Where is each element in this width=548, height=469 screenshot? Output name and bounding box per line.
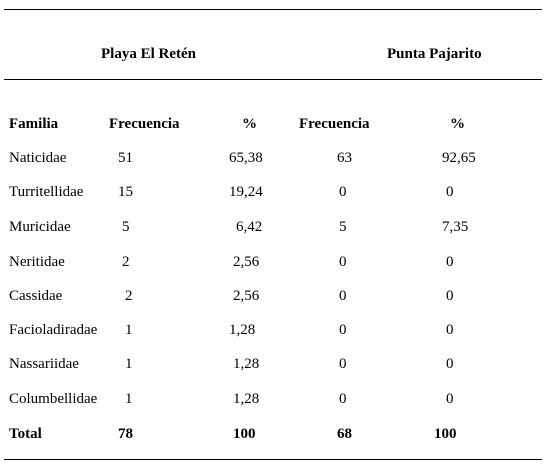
- group-header-rule: [4, 79, 542, 80]
- cell-percent-punta: 7,35: [442, 219, 469, 235]
- cell-percent-playa: 65,38: [229, 150, 263, 166]
- cell-percent-punta: 0: [446, 391, 454, 407]
- total-frecuencia-playa: 78: [118, 426, 133, 442]
- cell-familia: Turritellidae: [9, 184, 84, 200]
- cell-percent-punta: 0: [446, 254, 454, 270]
- cell-percent-playa: 6,42: [236, 219, 263, 235]
- cell-familia: Neritidae: [9, 254, 65, 270]
- cell-frecuencia-punta: 0: [339, 322, 347, 338]
- cell-familia: Muricidae: [9, 219, 71, 235]
- cell-frecuencia-punta: 0: [339, 184, 347, 200]
- cell-frecuencia-playa: 1: [125, 322, 133, 338]
- cell-frecuencia-playa: 1: [125, 391, 133, 407]
- cell-percent-playa: 19,24: [229, 184, 263, 200]
- bottom-rule: [4, 459, 542, 460]
- cell-percent-punta: 92,65: [442, 150, 476, 166]
- total-label: Total: [9, 426, 42, 442]
- cell-percent-playa: 1,28: [233, 391, 260, 407]
- cell-familia: Facioladiradae: [9, 322, 98, 338]
- cell-percent-punta: 0: [446, 288, 454, 304]
- cell-familia: Columbellidae: [9, 391, 98, 407]
- cell-familia: Nassariidae: [9, 356, 79, 372]
- cell-familia: Naticidae: [9, 150, 67, 166]
- header-familia: Familia: [9, 116, 59, 132]
- header-percent-playa: %: [242, 116, 257, 132]
- cell-percent-punta: 0: [446, 184, 454, 200]
- cell-familia: Cassidae: [9, 288, 63, 304]
- cell-percent-punta: 0: [446, 322, 454, 338]
- cell-percent-playa: 1,28: [229, 322, 256, 338]
- header-percent-punta: %: [450, 116, 465, 132]
- cell-frecuencia-playa: 1: [125, 356, 133, 372]
- top-rule: [4, 9, 542, 10]
- cell-frecuencia-playa: 2: [125, 288, 133, 304]
- cell-percent-playa: 2,56: [233, 288, 260, 304]
- cell-frecuencia-playa: 51: [118, 150, 133, 166]
- group-header-playa-el-reten: Playa El Retén: [101, 46, 196, 62]
- cell-frecuencia-playa: 2: [122, 254, 130, 270]
- total-frecuencia-punta: 68: [337, 426, 352, 442]
- header-frecuencia-punta: Frecuencia: [299, 116, 370, 132]
- header-frecuencia-playa: Frecuencia: [109, 116, 180, 132]
- cell-frecuencia-punta: 0: [339, 356, 347, 372]
- group-header-punta-pajarito: Punta Pajarito: [387, 46, 482, 62]
- total-percent-punta: 100: [434, 426, 457, 442]
- total-percent-playa: 100: [233, 426, 256, 442]
- cell-percent-playa: 2,56: [233, 254, 260, 270]
- cell-percent-playa: 1,28: [233, 356, 260, 372]
- cell-frecuencia-punta: 0: [339, 391, 347, 407]
- cell-frecuencia-punta: 5: [339, 219, 347, 235]
- cell-frecuencia-punta: 63: [337, 150, 352, 166]
- cell-frecuencia-playa: 15: [118, 184, 133, 200]
- cell-frecuencia-punta: 0: [339, 254, 347, 270]
- cell-percent-punta: 0: [446, 356, 454, 372]
- cell-frecuencia-punta: 0: [339, 288, 347, 304]
- cell-frecuencia-playa: 5: [122, 219, 130, 235]
